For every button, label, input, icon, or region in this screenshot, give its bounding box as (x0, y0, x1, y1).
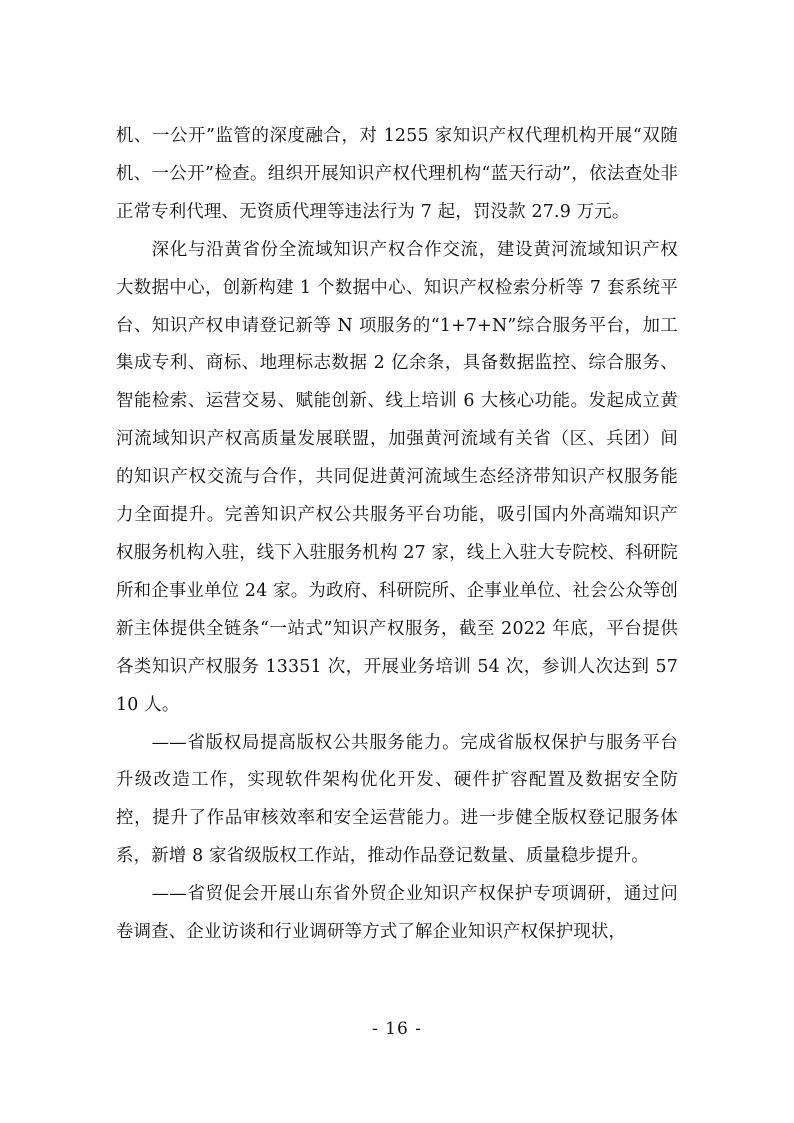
document-body (116, 118, 678, 952)
paragraph-copyright-bureau: ——省版权局提高版权公共服务能力。完成省版权保护与服务平台升级改造工作，实现软件架构优化开发、硬件扩容配置及数据安全防控，提升了作品审核效率和安全运营能力。进一步健全版权登记服务体系，新增 8 家省级版权工作站，推动作品登记数量、质量稳步提升。 (116, 732, 678, 867)
paragraph-trade-promotion-council: ——省贸促会开展山东省外贸企业知识产权保护专项调研，通过问卷调查、企业访谈和行业调研等方式了解企业知识产权保护现状， (116, 884, 678, 943)
paragraph-yellow-river-cooperation: 深化与沿黄省份全流域知识产权合作交流，建设黄河流域知识产权大数据中心，创新构建 1 个数据中心、知识产权检索分析等 7 套系统平台、知识产权申请登记新等 N 项服务的“1+7+N”综合服务平台，加工集成专利、商标、地理标志数据 2 亿余条，具备数据监控、综合服务、智能检索、运营交易、赋能创新、线上培训 6 大核心功能。发起成立黄河流域知识产权高质量发展联盟，加强黄河流域有关省（区、兵团）间的知识产权交流与合作，共同促进黄河流域生态经济带知识产权服务能力全面提升。完善知识产权公共服务平台功能，吸引国内外高端知识产权服务机构入驻，线下入驻服务机构 27 家，线上入驻大专院校、科研院所和企事业单位 24 家。为政府、科研院所、企事业单位、社会公众等创新主体提供全链条“一站式”知识产权服务，截至 2022 年底，平台提供各类知识产权服务 13351 次，开展业务培训 54 次，参训人次达到 5710 人。 (116, 239, 678, 715)
paragraph-continued-supervision: 机、一公开”监管的深度融合，对 1255 家知识产权代理机构开展“双随机、一公开”检查。组织开展知识产权代理机构“蓝天行动”，依法查处非正常专利代理、无资质代理等违法行为 7 起，罚没款 27.9 万元。 (116, 126, 678, 222)
page-number: - 16 - (372, 1019, 422, 1039)
